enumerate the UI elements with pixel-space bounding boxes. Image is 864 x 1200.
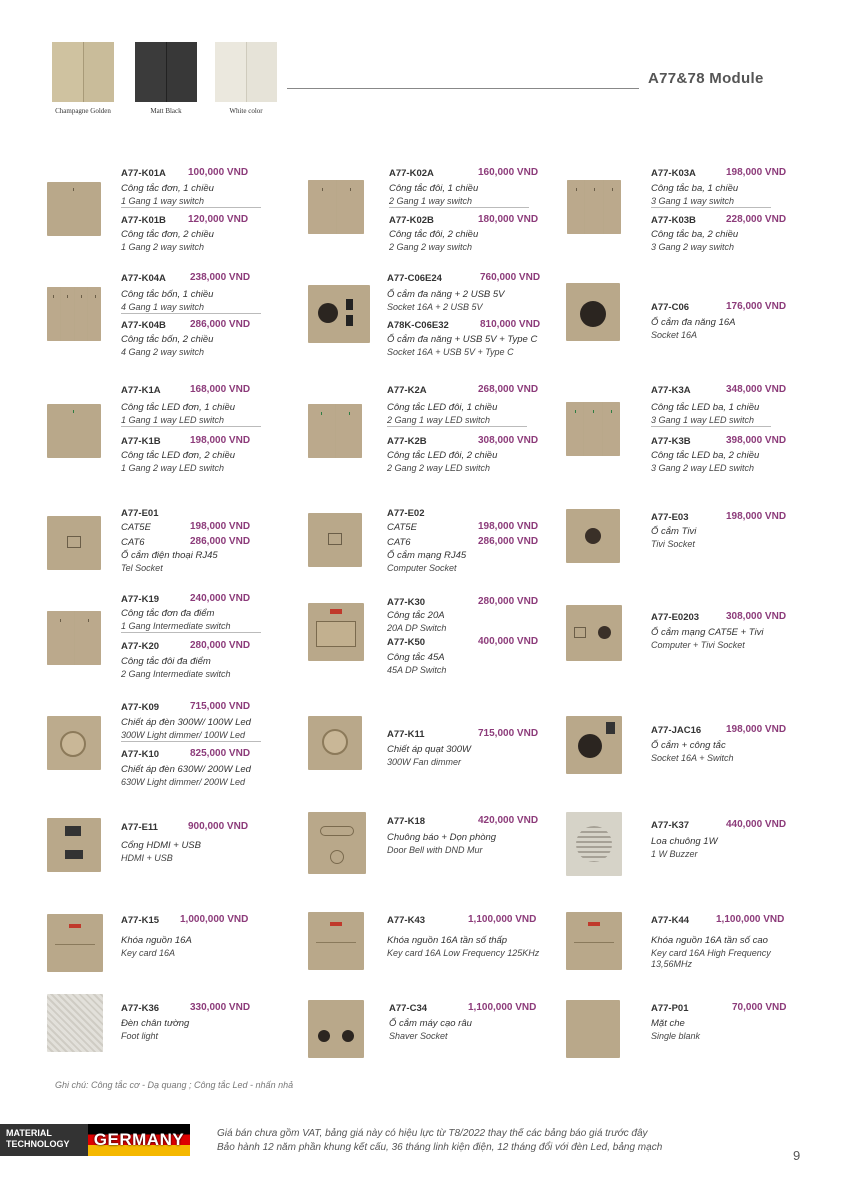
product-price: 176,000 VND xyxy=(726,301,787,312)
product-name-en: Computer + Tivi Socket xyxy=(651,640,745,650)
product-price: 1,100,000 VND xyxy=(468,914,537,925)
product-name-vn: Khóa nguồn 16A tần số thấp xyxy=(387,935,508,946)
product-price: 240,000 VND xyxy=(190,593,251,604)
product-name-en: Tel Socket xyxy=(121,563,163,573)
product-image xyxy=(47,287,101,341)
product-price: 198,000 VND xyxy=(190,435,251,446)
product-image xyxy=(566,812,622,876)
product-price: 198,000 VND xyxy=(726,724,787,735)
product-image xyxy=(566,283,620,341)
product-code: A77-K02A xyxy=(389,168,434,179)
product-image xyxy=(308,1000,364,1058)
product-code: A77-K44 xyxy=(651,915,690,926)
product-name-vn: Ổ cắm Tivi xyxy=(651,526,697,537)
product-code: A77-K19 xyxy=(121,594,160,605)
product-price: 286,000 VND xyxy=(190,319,251,330)
product-image xyxy=(566,509,620,563)
product-image xyxy=(47,404,101,458)
product-image xyxy=(47,994,103,1052)
badge-brand: GERMANY xyxy=(93,1130,185,1149)
product-code: A77-K37 xyxy=(651,820,690,831)
product-image xyxy=(566,402,620,456)
swatch-label: Champagne Golden xyxy=(55,107,111,115)
swatch-champagne xyxy=(52,42,114,102)
footer-line: Bảo hành 12 năm phần khung kết cấu, 36 tháng linh kiện điện, 12 tháng đổi với đèn Led, bảng mạch xyxy=(217,1142,663,1153)
header-rule xyxy=(287,88,639,89)
product-price: 715,000 VND xyxy=(478,728,539,739)
product-code: A77-K3A xyxy=(651,385,691,396)
product-image xyxy=(566,1000,620,1058)
product-name-en: Tivi Socket xyxy=(651,539,695,549)
cat-label: CAT6 xyxy=(121,537,145,548)
product-code: A77-K01B xyxy=(121,215,166,226)
product-code: A77-K43 xyxy=(387,915,426,926)
product-name-vn: Công tắc LED đơn, 1 chiều xyxy=(121,402,236,413)
product-price: 198,000 VND xyxy=(726,511,787,522)
product-name-en: 3 Gang 1 way LED switch xyxy=(651,415,755,425)
material-badge xyxy=(0,1124,190,1156)
product-name-en: 1 Gang 2 way LED switch xyxy=(121,463,225,473)
product-name-vn: Công tắc LED đơn, 2 chiều xyxy=(121,450,236,461)
product-image xyxy=(308,716,362,770)
product-image xyxy=(308,513,362,567)
product-price: 180,000 VND xyxy=(478,214,539,225)
product-name-vn: Ổ cắm đa năng 16A xyxy=(651,317,736,328)
product-price: 70,000 VND xyxy=(732,1002,787,1013)
product-name-vn: Công tắc LED đôi, 1 chiều xyxy=(387,402,498,413)
product-name-vn: Công tắc 20A xyxy=(387,610,445,621)
product-name-vn: Ổ cắm máy cạo râu xyxy=(389,1018,472,1029)
product-name-en: 1 W Buzzer xyxy=(651,849,698,859)
swatch-white xyxy=(215,42,277,102)
product-image xyxy=(566,912,622,970)
product-name-vn: Công tắc ba, 2 chiều xyxy=(651,229,739,240)
product-code: A77-C06 xyxy=(651,302,690,313)
product-image xyxy=(308,812,366,874)
product-name-en: Socket 16A + USB 5V + Type C xyxy=(387,347,514,357)
product-name-vn: Ổ cắm đa năng + USB 5V + Type C xyxy=(387,334,538,345)
product-image xyxy=(47,818,101,872)
row-divider xyxy=(651,207,771,208)
product-name-vn: Công tắc bốn, 1 chiều xyxy=(121,289,214,300)
product-price: 280,000 VND xyxy=(190,640,251,651)
product-price: 810,000 VND xyxy=(480,319,541,330)
cat-label: CAT5E xyxy=(121,522,151,533)
product-code: A77-K1A xyxy=(121,385,161,396)
row-divider xyxy=(121,313,261,314)
product-name-vn: Công tắc đơn đa điểm xyxy=(121,608,215,619)
product-image xyxy=(308,180,364,234)
product-code: A77-E02 xyxy=(387,508,425,519)
product-code: A77-E01 xyxy=(121,508,159,519)
row-divider xyxy=(651,426,771,427)
product-name-vn: Ổ cắm đa năng + 2 USB 5V xyxy=(387,289,505,300)
product-price: 440,000 VND xyxy=(726,819,787,830)
product-name-vn: Công tắc LED ba, 1 chiều xyxy=(651,402,760,413)
product-name-vn: Ổ cắm mạng RJ45 xyxy=(387,550,467,561)
product-price: 228,000 VND xyxy=(726,214,787,225)
row-divider xyxy=(121,741,261,742)
product-name-vn: Công tắc ba, 1 chiều xyxy=(651,183,739,194)
product-price: 198,000 VND xyxy=(726,167,787,178)
row-divider xyxy=(121,632,261,633)
product-name-en: Key card 16A High Frequency xyxy=(651,948,771,958)
product-name-vn: Khóa nguồn 16A tần số cao xyxy=(651,935,768,946)
product-code: A77-K3B xyxy=(651,436,691,447)
product-price: 160,000 VND xyxy=(478,167,539,178)
product-name-en: 3 Gang 2 way LED switch xyxy=(651,463,755,473)
product-name-vn: Ổ cắm điện thoại RJ45 xyxy=(121,550,218,561)
product-name-en: 630W Light dimmer/ 200W Led xyxy=(121,777,246,787)
product-code: A77-K01A xyxy=(121,168,166,179)
product-name-en: 300W Fan dimmer xyxy=(387,757,462,767)
product-name-vn: Công tắc đôi đa điểm xyxy=(121,656,211,667)
product-image xyxy=(308,404,362,458)
product-image xyxy=(566,716,622,774)
product-image xyxy=(308,603,364,661)
product-name-vn: Đèn chân tường xyxy=(121,1018,190,1029)
cat-label: CAT5E xyxy=(387,522,417,533)
swatch-label: White color xyxy=(229,107,263,115)
product-name-en: Shaver Socket xyxy=(389,1031,448,1041)
product-code: A78K-C06E32 xyxy=(387,320,449,331)
product-name-en: 4 Gang 2 way switch xyxy=(121,347,205,357)
product-name-vn: Ổ cắm mạng CAT5E + Tivi xyxy=(651,627,764,638)
product-name-en: Socket 16A xyxy=(651,330,698,340)
footnote: Ghi chú: Công tắc cơ - Dạ quang ; Công tắc Led - nhấn nhả xyxy=(55,1080,294,1090)
product-name-vn: Loa chuông 1W xyxy=(651,836,718,847)
product-name-vn: Ổ cắm + công tắc xyxy=(651,740,726,751)
product-price: 308,000 VND xyxy=(726,611,787,622)
product-name-en: 1 Gang 1 way LED switch xyxy=(121,415,225,425)
product-image xyxy=(566,605,622,661)
product-name-vn: Công tắc đôi, 1 chiều xyxy=(389,183,479,194)
swatch-label: Matt Black xyxy=(150,107,182,115)
product-name-en: 2 Gang 2 way switch xyxy=(389,242,473,252)
product-code: A77-K30 xyxy=(387,597,426,608)
badge-line: TECHNOLOGY xyxy=(6,1139,70,1149)
product-price: 238,000 VND xyxy=(190,272,251,283)
product-code: A77-K02B xyxy=(389,215,434,226)
product-name-en: 4 Gang 1 way switch xyxy=(121,302,205,312)
product-name-en: Foot light xyxy=(121,1031,159,1041)
product-name-en: Key card 16A Low Frequency 125KHz xyxy=(387,948,540,958)
product-name-en: 2 Gang 1 way switch xyxy=(389,196,473,206)
badge-line: MATERIAL xyxy=(6,1128,52,1138)
cat-price: 286,000 VND xyxy=(190,536,251,547)
product-name-en: 2 Gang 1 way LED switch xyxy=(387,415,491,425)
product-name-vn: Chuông báo + Dọn phòng xyxy=(387,832,497,843)
product-name-en: 2 Gang 2 way LED switch xyxy=(387,463,491,473)
product-code: A77-C34 xyxy=(389,1003,428,1014)
cat-price: 198,000 VND xyxy=(190,521,251,532)
product-price: 308,000 VND xyxy=(478,435,539,446)
product-name-en: 300W Light dimmer/ 100W Led xyxy=(121,730,246,740)
product-code: A77-K04B xyxy=(121,320,166,331)
product-image xyxy=(47,182,101,236)
product-name-vn: Công tắc đơn, 1 chiều xyxy=(121,183,214,194)
row-divider xyxy=(121,426,261,427)
product-name-vn: Chiết áp quạt 300W xyxy=(387,744,471,755)
product-code: A77-C06E24 xyxy=(387,273,442,284)
product-name-en: Key card 16A xyxy=(121,948,176,958)
product-name-en: 1 Gang 1 way switch xyxy=(121,196,205,206)
row-divider xyxy=(121,207,261,208)
product-price: 715,000 VND xyxy=(190,701,251,712)
row-divider xyxy=(387,426,527,427)
product-price: 348,000 VND xyxy=(726,384,787,395)
product-price: 280,000 VND xyxy=(478,596,539,607)
product-code: A77-K36 xyxy=(121,1003,160,1014)
product-name-vn: Mặt che xyxy=(651,1018,685,1029)
product-name-en: 20A DP Switch xyxy=(387,623,447,633)
product-price: 760,000 VND xyxy=(480,272,541,283)
product-code: A77-K15 xyxy=(121,915,160,926)
product-name-en: 13,56MHz xyxy=(651,959,693,969)
product-name-en: 2 Gang Intermediate switch xyxy=(121,669,231,679)
product-image xyxy=(47,914,103,972)
product-price: 1,100,000 VND xyxy=(468,1002,537,1013)
product-price: 1,000,000 VND xyxy=(180,914,249,925)
product-price: 1,100,000 VND xyxy=(716,914,785,925)
product-name-vn: Cổng HDMI + USB xyxy=(121,840,201,851)
product-name-en: Single blank xyxy=(651,1031,701,1041)
product-price: 400,000 VND xyxy=(478,636,539,647)
cat-price: 286,000 VND xyxy=(478,536,539,547)
product-price: 120,000 VND xyxy=(188,214,249,225)
product-name-en: 1 Gang Intermediate switch xyxy=(121,621,231,631)
product-name-vn: Công tắc LED ba, 2 chiều xyxy=(651,450,760,461)
product-code: A77-K18 xyxy=(387,816,426,827)
product-code: A77-P01 xyxy=(651,1003,689,1014)
page-title: A77&78 Module xyxy=(648,70,764,87)
product-code: A77-E0203 xyxy=(651,612,700,623)
product-name-en: Computer Socket xyxy=(387,563,457,573)
product-code: A77-K03B xyxy=(651,215,696,226)
product-name-en: 1 Gang 2 way switch xyxy=(121,242,205,252)
product-name-en: 3 Gang 2 way switch xyxy=(651,242,735,252)
product-image xyxy=(47,516,101,570)
product-code: A77-E11 xyxy=(121,822,158,833)
product-price: 900,000 VND xyxy=(188,821,249,832)
product-code: A77-K2B xyxy=(387,436,427,447)
product-code: A77-K1B xyxy=(121,436,161,447)
product-code: A77-E03 xyxy=(651,512,689,523)
product-price: 100,000 VND xyxy=(188,167,249,178)
product-code: A77-K50 xyxy=(387,637,426,648)
product-name-en: 45A DP Switch xyxy=(387,665,447,675)
footer-line: Giá bán chưa gồm VAT, bảng giá này có hiệu lực từ T8/2022 thay thế các bảng báo giá trước đây xyxy=(217,1128,648,1139)
row-divider xyxy=(389,207,529,208)
product-image xyxy=(567,180,621,234)
product-name-vn: Công tắc LED đôi, 2 chiều xyxy=(387,450,498,461)
product-image xyxy=(47,611,101,665)
product-image xyxy=(308,912,364,970)
product-price: 825,000 VND xyxy=(190,748,251,759)
product-price: 398,000 VND xyxy=(726,435,787,446)
product-price: 330,000 VND xyxy=(190,1002,251,1013)
product-name-vn: Khóa nguồn 16A xyxy=(121,935,192,946)
product-code: A77-K11 xyxy=(387,729,425,740)
product-price: 168,000 VND xyxy=(190,384,251,395)
cat-label: CAT6 xyxy=(387,537,411,548)
product-name-en: Door Bell with DND Mur xyxy=(387,845,483,855)
product-code: A77-K20 xyxy=(121,641,160,652)
product-name-vn: Công tắc 45A xyxy=(387,652,445,663)
product-name-en: 3 Gang 1 way switch xyxy=(651,196,735,206)
product-code: A77-K09 xyxy=(121,702,160,713)
product-name-vn: Chiết áp đèn 300W/ 100W Led xyxy=(121,717,251,728)
cat-price: 198,000 VND xyxy=(478,521,539,532)
swatch-black xyxy=(135,42,197,102)
page-number: 9 xyxy=(793,1148,801,1163)
product-price: 420,000 VND xyxy=(478,815,539,826)
product-name-vn: Công tắc đôi, 2 chiều xyxy=(389,229,479,240)
product-name-vn: Công tắc bốn, 2 chiều xyxy=(121,334,214,345)
product-name-vn: Công tắc đơn, 2 chiều xyxy=(121,229,214,240)
product-price: 268,000 VND xyxy=(478,384,539,395)
product-name-vn: Chiết áp đèn 630W/ 200W Led xyxy=(121,764,251,775)
product-name-en: Socket 16A + Switch xyxy=(651,753,734,763)
product-code: A77-K2A xyxy=(387,385,427,396)
product-code: A77-K04A xyxy=(121,273,166,284)
product-name-en: HDMI + USB xyxy=(121,853,173,863)
product-code: A77-K03A xyxy=(651,168,696,179)
dimmer-knob-icon xyxy=(60,731,86,757)
product-code: A77-JAC16 xyxy=(651,725,702,736)
product-image xyxy=(308,285,370,343)
product-code: A77-K10 xyxy=(121,749,160,760)
product-name-en: Socket 16A + 2 USB 5V xyxy=(387,302,483,312)
